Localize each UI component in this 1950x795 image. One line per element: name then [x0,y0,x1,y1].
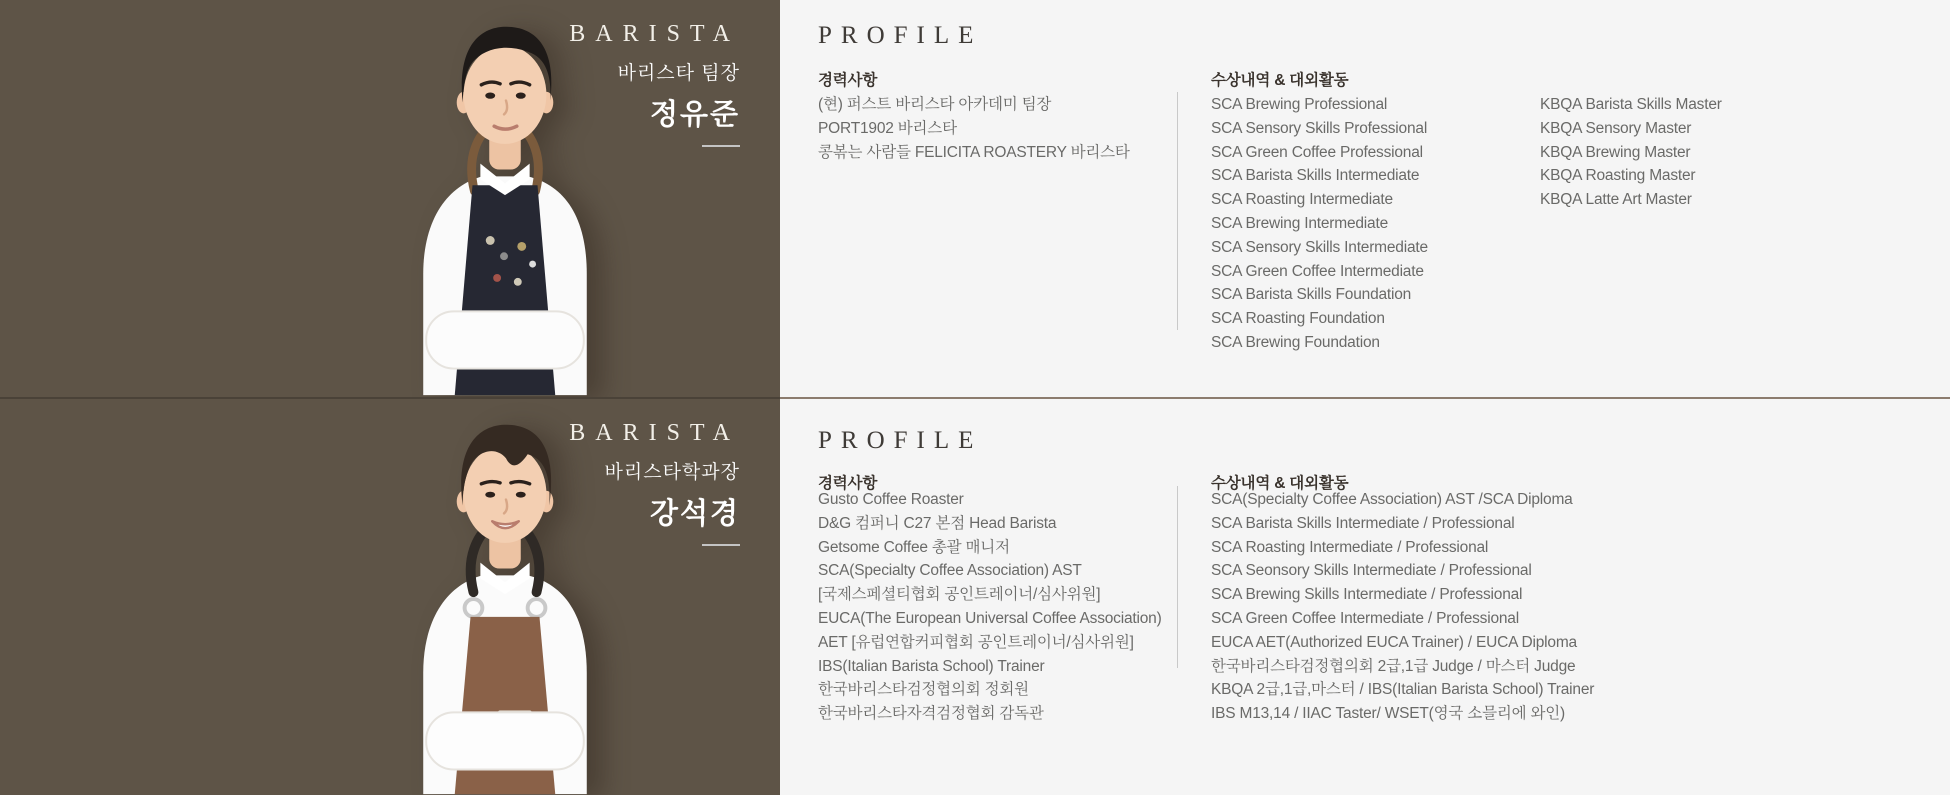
awards-list-col2 [1540,93,1722,212]
role-title: 바리스타 팀장 [617,63,740,84]
section-divider-dark-segment [0,397,780,399]
list-item: KBQA Barista Skills Master [1540,96,1722,113]
list-item: SCA Sensory Skills Intermediate [1211,238,1428,256]
list-item: SCA Roasting Intermediate / Professional [1211,538,1489,556]
profile-section-bottom [0,399,1950,795]
name-underline [702,544,740,546]
awards-list [1211,93,1428,355]
banner-label: BARISTA [569,420,740,446]
role-title: 바리스타학과장 [604,462,740,483]
list-item: Gusto Coffee Roaster [818,491,964,508]
list-item: SCA Brewing Intermediate [1211,214,1388,232]
list-item: AET [유럽연합커피협회 공인트레이너/심사위원] [818,633,1134,651]
list-item: SCA Brewing Professional [1211,96,1388,113]
list-item: SCA Roasting Intermediate [1211,191,1393,209]
list-item: SCA Brewing Foundation [1211,333,1380,351]
name-underline [702,145,740,147]
awards-heading: 수상내역 & 대외활동 [1211,475,1349,492]
list-item: D&G 컴퍼니 C27 본점 Head Barista [818,514,1057,532]
profile-section-top [0,0,1950,397]
list-item: SCA Brewing Skills Intermediate / Professional [1211,586,1523,604]
section-divider-light-segment [780,397,1950,399]
list-item: 콩볶는 사람들 FELICITA ROASTERY 바리스타 [818,143,1130,161]
list-item: SCA Seonsory Skills Intermediate / Professional [1211,562,1532,580]
list-item: Getsome Coffee 총괄 매니저 [818,538,1010,556]
list-item: KBQA Latte Art Master [1540,191,1692,209]
list-item: EUCA(The European Universal Coffee Association) [818,609,1162,627]
career-heading: 경력사항 [818,475,878,492]
person-name: 강석경 [649,498,740,530]
list-item: KBQA Roasting Master [1540,167,1696,185]
person-name: 정유준 [649,99,740,131]
list-item: SCA Green Coffee Intermediate [1211,262,1424,280]
career-heading: 경력사항 [818,72,878,89]
column-divider [1177,486,1178,668]
list-item: SCA Roasting Foundation [1211,310,1385,328]
list-item: EUCA AET(Authorized EUCA Trainer) / EUCA Diploma [1211,633,1577,651]
list-item: 한국바리스타검정협의회 정회원 [818,681,1029,699]
awards-list [1211,488,1594,726]
list-item: SCA Barista Skills Intermediate / Professional [1211,514,1515,532]
info-panel [780,399,1950,795]
list-item: KBQA Brewing Master [1540,143,1691,161]
list-item: SCA Green Coffee Professional [1211,143,1423,161]
list-item: 한국바리스타자격검정협회 감독관 [818,705,1044,723]
career-list [818,488,1162,726]
list-item: IBS(Italian Barista School) Trainer [818,657,1045,675]
list-item: KBQA Sensory Master [1540,119,1692,137]
photo-panel [0,399,780,795]
list-item: PORT1902 바리스타 [818,119,957,137]
list-item: SCA Green Coffee Intermediate / Professional [1211,609,1519,627]
list-item: SCA Sensory Skills Professional [1211,119,1428,137]
list-item: 한국바리스타검정협의회 2급,1급 Judge / 마스터 Judge [1211,657,1576,675]
list-item: (현) 퍼스트 바리스타 아카데미 팀장 [818,96,1052,113]
info-panel [780,0,1950,397]
column-divider [1177,92,1178,330]
list-item: KBQA 2급,1급,마스터 / IBS(Italian Barista School) Trainer [1211,681,1595,699]
list-item: SCA(Specialty Coffee Association) AST [818,562,1082,580]
banner-label: BARISTA [569,21,740,47]
list-item: SCA Barista Skills Intermediate [1211,167,1420,185]
list-item: [국제스페셜티협회 공인트레이너/심사위원] [818,586,1101,604]
photo-panel [0,0,780,397]
section-divider [0,397,1950,399]
awards-heading: 수상내역 & 대외활동 [1211,72,1349,89]
career-list [818,93,1130,164]
profile-heading: PROFILE [818,427,983,454]
list-item: SCA(Specialty Coffee Association) AST /SCA Diploma [1211,491,1573,508]
profile-heading: PROFILE [818,22,983,49]
list-item: IBS M13,14 / IIAC Taster/ WSET(영국 소믈리에 와인) [1211,705,1565,723]
list-item: SCA Barista Skills Foundation [1211,286,1412,304]
